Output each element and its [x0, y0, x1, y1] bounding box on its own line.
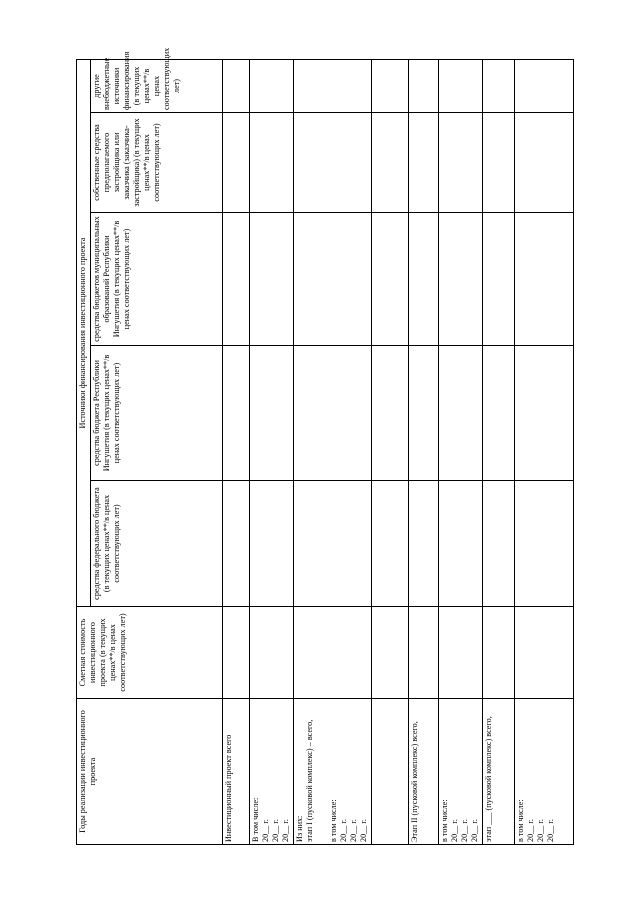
row-label-stage2: Этап II (пусковой комплекс) всего, [408, 699, 438, 845]
row-label-years-1 [250, 699, 294, 845]
row-label-year: 20__ г. [358, 819, 368, 842]
row-label-of-them: Из них: [294, 815, 304, 842]
row-label-in-that: в том числе: [440, 799, 450, 842]
table-row [439, 59, 483, 844]
header-src-federal: средства федерального бюджета (в текущих ценах**/в ценах соответствующих лет) [91, 481, 223, 607]
row-label-year: 20__ г. [338, 819, 348, 842]
header-src-republic: средства бюджета Республики Ингушетия (в текущих ценах**/в ценах соответствующих лет) [91, 346, 223, 481]
table-row [222, 59, 249, 844]
header-src-own: собственные средства предполагаемого застройщика или заказчика (заказчика-застройщика) (в текущих ценах**/в ценах соответствующих лет) [91, 113, 223, 213]
row-label-years-3 [515, 699, 574, 845]
row-label-in-that: В том числе: [251, 797, 261, 842]
row-label-stage1-text: этап I (пусковой комплекс) – всего, [304, 719, 314, 842]
table-row [482, 59, 514, 844]
table-row [371, 59, 408, 844]
header-cost: Сметная стоимость инвестиционного проекта (в текущих ценах**/в ценах соответствующих лет) [77, 607, 223, 699]
row-label-year: 20__ г. [450, 819, 460, 842]
header-src-municipal: средства бюджетов муниципальных образований Республики Ингушетия (в текущих ценах**/в ценах соответствующих лет) [91, 213, 223, 346]
header-sources: Источники финансирования инвестиционного проекта [77, 59, 91, 606]
investment-sources-table [76, 47, 574, 845]
table-row [293, 59, 371, 844]
row-label-year: 20__ г. [261, 819, 271, 842]
row-label-year: 20__ г. [271, 819, 281, 842]
row-label-years-2 [439, 699, 483, 845]
table-row [408, 59, 438, 844]
header-src-other: другие внебюджетные источники финансирования (в текущих ценах**/в ценах соответствующих лет) [91, 59, 223, 112]
table [76, 47, 574, 845]
row-label-in-that: в том числе: [328, 799, 338, 842]
row-label-stageN: этап ___ (пусковой комплекс) всего, [482, 699, 514, 845]
header-years: Годы реализации инвестиционного проекта [77, 699, 223, 845]
table-row [515, 59, 574, 844]
row-label-total: Инвестиционный проект всего [222, 699, 249, 845]
table-row [250, 59, 294, 844]
row-label-year: 20__ г. [348, 819, 358, 842]
row-label-year: 20__ г. [460, 819, 470, 842]
row-label-year: 20__ г. [526, 819, 536, 842]
row-label-year: 20__ г. [281, 819, 291, 842]
row-label-stage1 [293, 699, 371, 845]
row-label-in-that: в том числе: [516, 799, 526, 842]
row-label-year: 20__ г. [536, 819, 546, 842]
row-label-year: 20__ г. [470, 819, 480, 842]
row-label-year: 20__ г. [546, 819, 556, 842]
